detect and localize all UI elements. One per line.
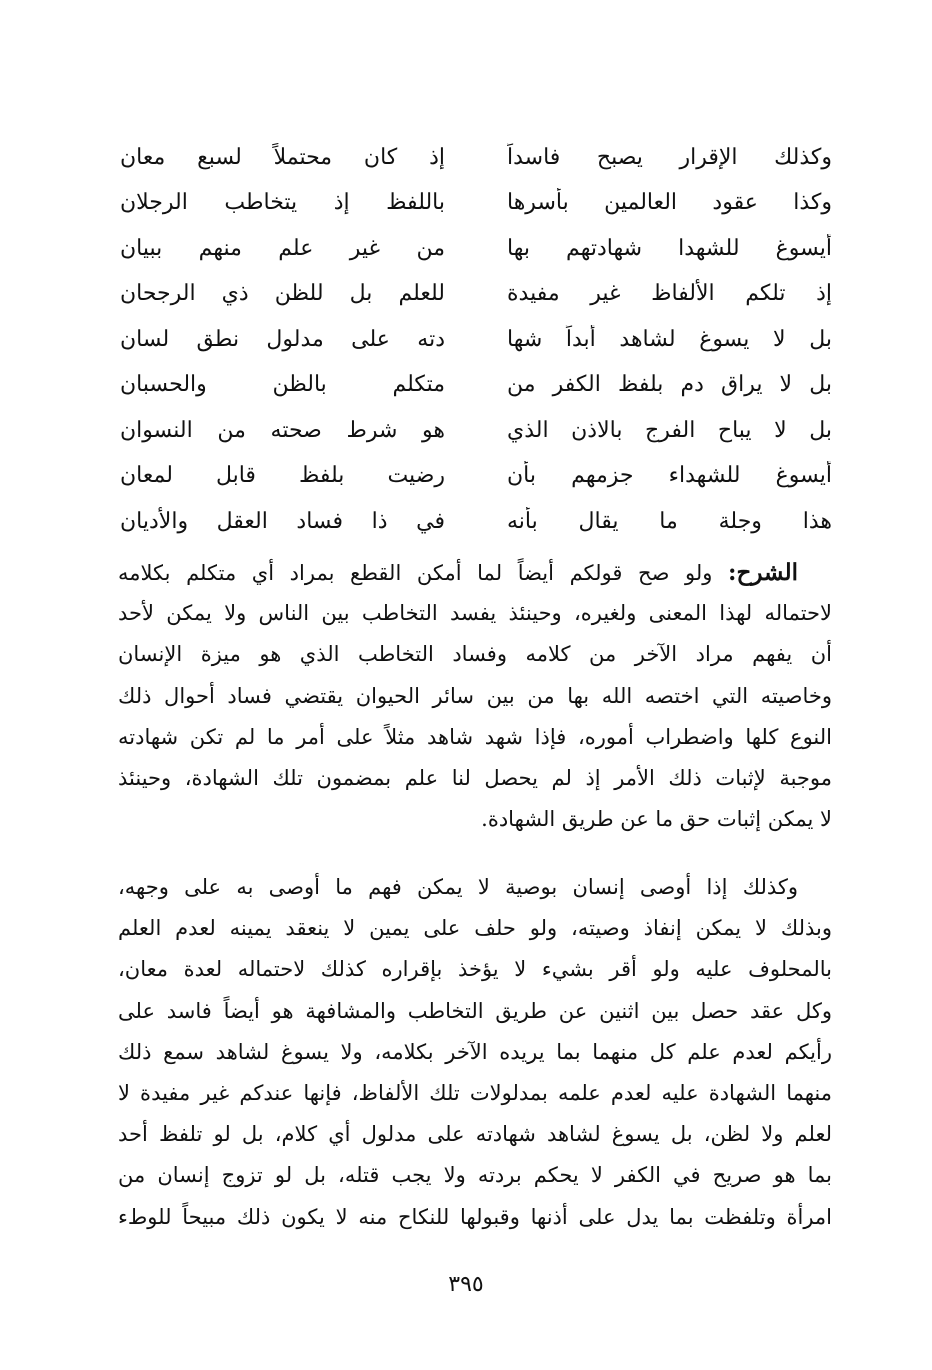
- commentary-line-text: ولو صح قولكم أيضاً لما أمكن القطع بمراد أي متكلم بكلامه: [118, 561, 713, 585]
- commentary-line: لاحتماله لهذا المعنى ولغيره، وحينئذ يفسد التخاطب بين الناس ولا يمكن لأحد: [118, 601, 832, 626]
- commentary-paragraph-2: [118, 867, 832, 1238]
- verse-first-hemistich: وكذا عقود العالمين بأسرها: [507, 190, 832, 216]
- commentary-line: [118, 552, 832, 593]
- verse-first-hemistich: هذا وجلة ما يقال بأنه: [507, 508, 832, 534]
- poem-verse: [120, 135, 832, 181]
- commentary-line: لا يمكن إثبات حق ما عن طريق الشهادة.: [481, 807, 832, 832]
- commentary-line: النوع كلها واضطراب أموره، فإذا شهد شاهد مثلاً على أمر ما لم تكن شهادته: [118, 724, 832, 749]
- poem-verse: [120, 272, 832, 318]
- poem-verse: [120, 454, 832, 500]
- verse-second-hemistich: إذ كان محتملاً لسبع معان: [120, 144, 445, 170]
- verse-first-hemistich: أيسوغ للشهدا شهادتهم بها: [507, 235, 832, 261]
- verse-first-hemistich: بل لا يباح الفرج بالاذن الذي: [507, 417, 832, 443]
- commentary-line: امرأة وتلفظت بما يدل على أذنها وقبولها للنكاح منه لا يكون ذلك مبيحاً للوطء: [118, 1204, 832, 1229]
- commentary-line: وكذلك إذا أوصى إنسان بوصية لا يمكن فهم ما أوصى به على وجهه،: [118, 875, 798, 899]
- poem-verse: [120, 317, 832, 363]
- page-number: ٣٩٥: [448, 1272, 484, 1297]
- verse-second-hemistich: متكلم بالظن والحسبان: [120, 372, 445, 398]
- verse-first-hemistich: إذ تلكم الألفاظ غير مفيدة: [507, 281, 832, 307]
- verse-second-hemistich: دته على مدلول نطق لسان: [120, 326, 445, 352]
- verse-second-hemistich: رضيت بلفظ قابل لمعان: [120, 463, 445, 489]
- commentary-line: منهما الشهادة عليه لعدم علمه بمدلولات تلك الألفاظ، فإنها عندكم غير مفيدة لا: [118, 1080, 832, 1105]
- verse-second-hemistich: باللفظ إذ يتخاطب الرجلان: [120, 190, 445, 216]
- poem-block: [120, 135, 832, 545]
- verse-second-hemistich: من غير علم منهم ببيان: [120, 235, 445, 261]
- commentary-label: الشرح:: [728, 559, 798, 586]
- commentary-line: لعلم ولا لظن، بل يسوغ لشاهد شهادته على مدلول أي كلام، بل لو تلفظ أحد: [118, 1122, 832, 1147]
- commentary-line: وخاصيته التي اختصه الله بها من بين سائر الحيوان يقتضي فساد أحوال ذلك: [118, 683, 832, 708]
- poem-verse: [120, 181, 832, 227]
- commentary-line: بالمحلوف عليه ولو أقر بشيء لا يؤخذ بإقراره كذلك لاحتماله لعدة معان،: [118, 957, 832, 982]
- commentary-line: وكل عقد حصل بين اثنين عن طريق التخاطب والمشافهة هو أيضاً فاسد على: [118, 998, 832, 1023]
- verse-first-hemistich: وكذلك الإقرار يصبح فاسداً: [507, 144, 832, 170]
- verse-second-hemistich: في ذا فساد العقل والأديان: [120, 508, 445, 534]
- commentary-line: أن يفهم مراد الآخر من كلامه وفساد التخاطب الذي هو ميزة الإنسان: [118, 642, 832, 667]
- verse-first-hemistich: بل لا يراق دم بلفظ الكفر من: [507, 372, 832, 398]
- verse-first-hemistich: أيسوغ للشهداء جزمهم بأن: [507, 463, 832, 489]
- commentary-line: موجبة لإثبات ذلك الأمر إذ لم يحصل لنا علم بمضمون تلك الشهادة، وحينئذ: [118, 765, 832, 790]
- verse-second-hemistich: للعلم بل للظن ذي الرجحان: [120, 281, 445, 307]
- commentary-line: رأيكم لعدم علم كل منهما بما يريده الآخر بكلامه، ولا يسوغ لشاهد سمع ذلك: [118, 1039, 832, 1064]
- poem-verse: [120, 363, 832, 409]
- commentary-line: وبذلك لا يمكن إنفاذ وصيته، ولو حلف على يمين لا ينعقد يمينه لعدم العلم: [118, 916, 832, 941]
- verse-first-hemistich: بل لا يسوغ لشاهد أبداً شها: [507, 326, 832, 352]
- commentary-paragraph-1: [118, 552, 832, 840]
- verse-second-hemistich: هو شرط صحته من النسوان: [120, 417, 445, 443]
- poem-verse: [120, 226, 832, 272]
- poem-verse: [120, 408, 832, 454]
- poem-verse: [120, 499, 832, 545]
- commentary-line: بما هو صريح في الكفر لا يحكم بردته ولا يجب قتله، بل لو تزوج إنسان من: [118, 1163, 832, 1188]
